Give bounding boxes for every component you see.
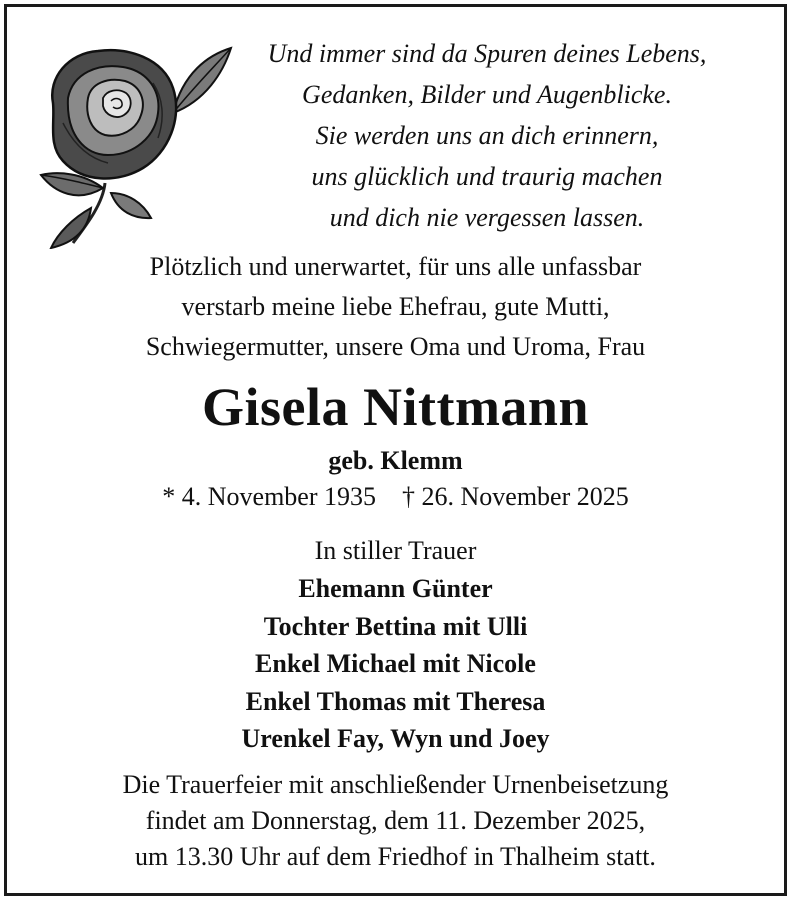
mourner: Enkel Michael mit Nicole [255, 649, 536, 678]
poem-line: Gedanken, Bilder und Augenblicke. [302, 80, 672, 109]
death-date: † 26. November 2025 [402, 482, 629, 511]
maiden-name: geb. Klemm [328, 446, 463, 475]
mourner: Ehemann Günter [298, 574, 493, 603]
deceased-name: Gisela Nittmann [201, 377, 589, 437]
announcement-text [7, 247, 784, 367]
obituary-notice [4, 4, 787, 896]
mourners-list [7, 570, 784, 758]
service-line: Die Trauerfeier mit anschließender Urnenbeisetzung [122, 770, 669, 799]
mourner: Tochter Bettina mit Ulli [263, 611, 528, 641]
mourning-heading: In stiller Trauer [314, 536, 477, 565]
life-dates [7, 477, 784, 517]
funeral-service-info [7, 767, 784, 875]
service-line: um 13.30 Uhr auf dem Friedhof in Thalheim statt. [135, 842, 656, 871]
rose-icon [33, 43, 233, 249]
announcement-line: verstarb meine liebe Ehefrau, gute Mutti, [181, 292, 610, 321]
service-line: findet am Donnerstag, dem 11. Dezember 2025, [145, 806, 646, 835]
poem-line: Und immer sind da Spuren deines Lebens, [267, 39, 707, 68]
poem-line: uns glücklich und traurig machen [311, 162, 663, 191]
birth-date: * 4. November 1935 [162, 482, 376, 511]
announcement-line: Plötzlich und unerwartet, für uns alle unfassbar [149, 252, 642, 281]
memorial-poem [232, 33, 742, 238]
poem-line: Sie werden uns an dich erinnern, [315, 121, 659, 150]
mourner: Urenkel Fay, Wyn und Joey [241, 724, 550, 753]
poem-line: und dich nie vergessen lassen. [329, 203, 645, 232]
mourner: Enkel Thomas mit Theresa [245, 686, 546, 716]
announcement-line: Schwiegermutter, unsere Oma und Uroma, Frau [145, 332, 646, 361]
